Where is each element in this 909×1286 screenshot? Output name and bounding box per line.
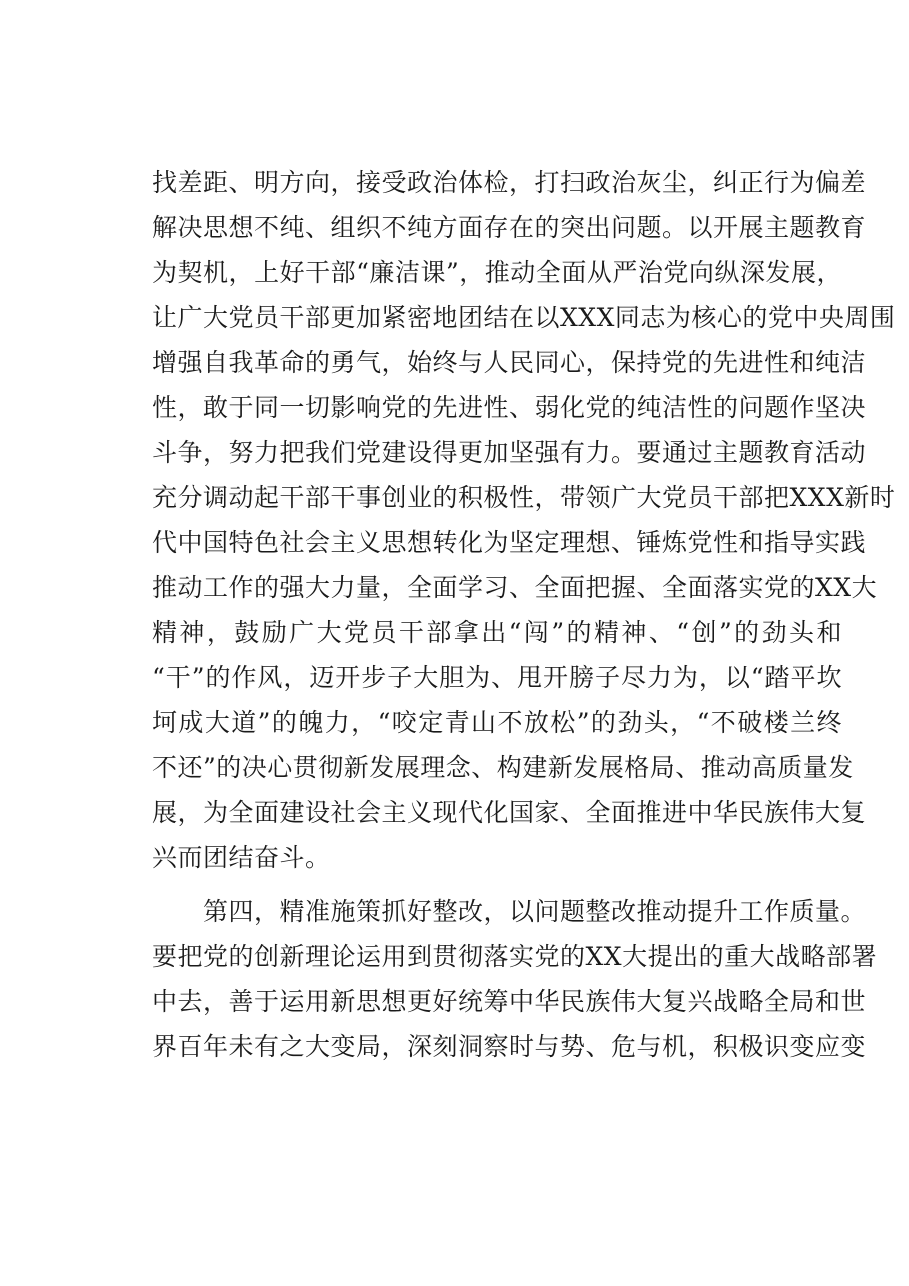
paragraph-2 — [152, 889, 878, 1069]
document-body — [152, 160, 896, 1069]
text-line: 为契机，上好干部“廉洁课”，推动全面从严治党向纵深发展， — [152, 258, 842, 287]
text-line: 不还”的决心贯彻新发展理念、构建新发展格局、推动高质量发 — [152, 753, 854, 782]
text-line: 兴而团结奋斗。 — [152, 843, 331, 872]
text-line: 让广大党员干部更加紧密地团结在以XXX同志为核心的党中央周围 — [152, 303, 896, 332]
text-line: 坷成大道”的魄力，“咬定青山不放松”的劲头，“不破楼兰终 — [152, 708, 842, 737]
text-line: 找差距、明方向，接受政治体检，打扫政治灰尘，纠正行为偏差 — [152, 168, 867, 197]
text-line: 中去，善于运用新思想更好统筹中华民族伟大复兴战略全局和世 — [152, 987, 867, 1016]
text-line: 增强自我革命的勇气，始终与人民同心，保持党的先进性和纯洁 — [152, 348, 867, 377]
text-line: 充分调动起干部干事创业的积极性，带领广大党员干部把XXX新时 — [152, 483, 896, 512]
text-line: 要把党的创新理论运用到贯彻落实党的XX大提出的重大战略部署 — [152, 942, 878, 971]
text-line: 第四，精准施策抓好整改，以问题整改推动提升工作质量。 — [152, 897, 867, 926]
text-line: 展，为全面建设社会主义现代化国家、全面推进中华民族伟大复 — [152, 798, 867, 827]
text-line: 解决思想不纯、组织不纯方面存在的突出问题。以开展主题教育 — [152, 213, 867, 242]
text-line: 精神，鼓励广大党员干部拿出“闯”的精神、“创”的劲头和 — [152, 618, 842, 647]
text-line: “干”的作风，迈开步子大胆为、甩开膀子尽力为，以“踏平坎 — [152, 663, 842, 692]
text-line: 推动工作的强大力量，全面学习、全面把握、全面落实党的XX大 — [152, 573, 878, 602]
text-line: 斗争，努力把我们党建设得更加坚强有力。要通过主题教育活动 — [152, 438, 867, 467]
text-line: 性，敢于同一切影响党的先进性、弱化党的纯洁性的问题作坚决 — [152, 393, 867, 422]
text-line: 代中国特色社会主义思想转化为坚定理想、锤炼党性和指导实践 — [152, 528, 867, 557]
paragraph-gap — [152, 880, 842, 889]
paragraph-1 — [152, 160, 896, 880]
text-line: 界百年未有之大变局，深刻洞察时与势、危与机，积极识变应变 — [152, 1032, 867, 1061]
